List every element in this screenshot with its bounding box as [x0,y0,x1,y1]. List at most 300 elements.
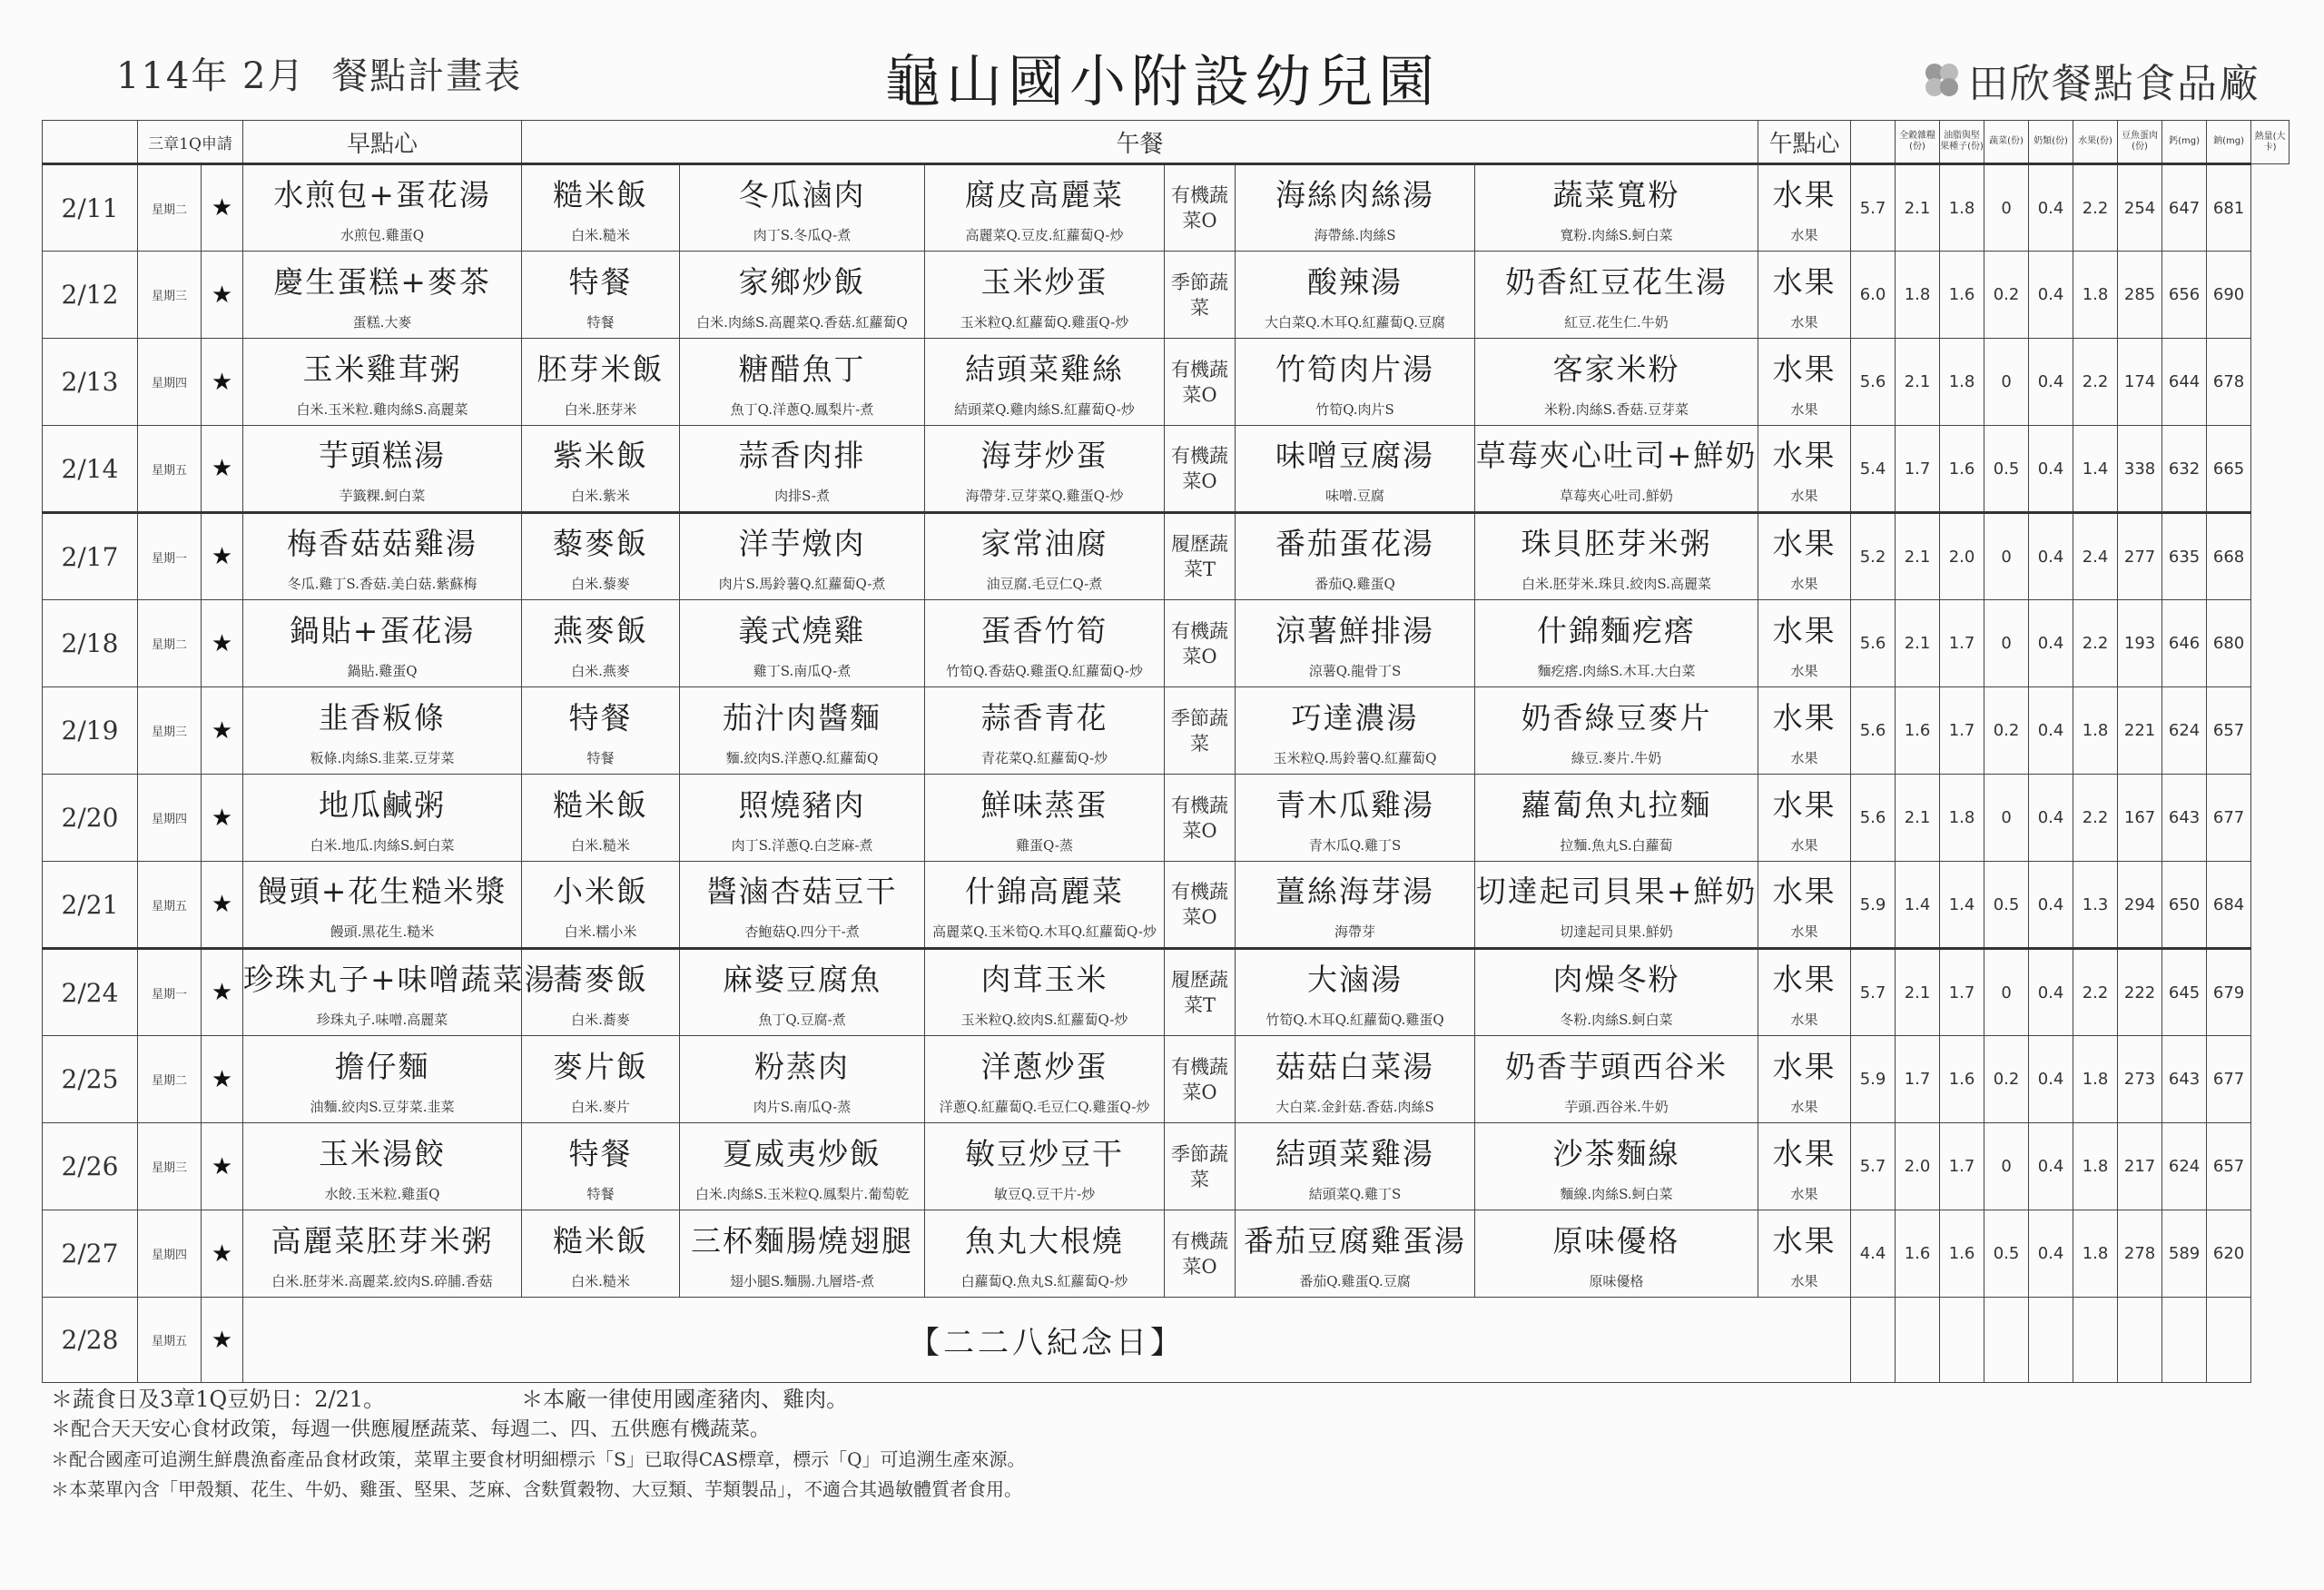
vegetable-type-line: 菜 [1190,296,1210,319]
nutrition-header-dairy: 奶類(份) [2029,121,2073,164]
vegetable-type-line: 有機蔬 [1171,1230,1229,1252]
nutrition-calories: 681 [2207,164,2251,252]
snack-dish-ingredients: 麵線.肉絲S.蚵白菜 [1560,1185,1673,1202]
soup-dish-ingredients: 結頭菜Q.雞丁S [1308,1185,1402,1202]
breakfast-dish [243,1036,522,1123]
vegetable-type-line: 有機蔬 [1171,881,1229,903]
side-dish [925,252,1165,339]
soup-dish [1236,1123,1475,1210]
weekday-cell: 星期四 [138,339,202,426]
apply-header: 三章1Q申請 [138,121,243,164]
breakfast-dish-name: 慶生蛋糕+麥茶 [273,263,491,300]
breakfast-dish-name: 饅頭+花生糙米漿 [257,874,507,909]
snack-dish-name: 蔬菜寬粉 [1552,177,1680,212]
nutrition-oil: 1.4 [1896,862,1940,949]
staple-dish-ingredients: 特餐 [586,749,615,766]
side-dish-ingredients: 雞蛋Q-蒸 [1016,836,1073,854]
staple-dish-ingredients: 白米.糯小米 [564,923,637,940]
breakfast-dish-ingredients: 水餃.玉米粒.雞蛋Q [324,1185,440,1202]
fruit-dish [1758,600,1851,687]
vegetable-type [1165,775,1236,862]
date-cell: 2/24 [43,949,138,1036]
nutrition-cell [2118,1298,2162,1383]
nutrition-grains: 4.4 [1851,1210,1896,1298]
star-icon: ★ [202,862,243,949]
weekday-cell: 星期四 [138,1210,202,1298]
main-dish-ingredients: 雞丁S.南瓜Q-煮 [753,662,852,679]
breakfast-dish [243,949,556,1036]
nutrition-protein: 2.2 [2073,164,2118,252]
fruit-dish-name: 水果 [1772,263,1837,300]
breakfast-dish-ingredients: 白米.胚芽米.高麗菜.絞肉S.碎脯.香菇 [271,1272,493,1289]
nutrition-veg: 2.0 [1940,513,1984,600]
star-icon: ★ [202,513,243,600]
main-dish-name: 夏威夷炒飯 [723,1135,882,1171]
snack-dish [1475,687,1758,775]
side-dish [925,1210,1165,1298]
fruit-dish-ingredients: 水果 [1790,1012,1818,1028]
menu-row [43,949,2290,1036]
soup-dish-name: 味噌豆腐湯 [1275,438,1435,473]
breakfast-dish-ingredients: 鍋貼.雞蛋Q [347,662,418,679]
snack-dish [1475,1123,1758,1210]
soup-dish-ingredients: 味噌.豆腐 [1325,488,1384,504]
vegetable-type [1165,1123,1236,1210]
vegetarian-day-note: ＊蔬食日及3章1Q豆奶日：2/21。 [51,1387,386,1412]
fruit-dish-name: 水果 [1772,612,1837,648]
weekday-cell: 星期五 [138,862,202,949]
date-cell: 2/28 [43,1298,138,1383]
footnote-line-1 [51,1385,1026,1415]
fruit-dish [1758,1036,1851,1123]
staple-dish-ingredients: 白米.麥片 [571,1098,630,1115]
nutrition-fruit: 0.4 [2029,687,2073,775]
nutrition-fruit: 0.4 [2029,426,2073,513]
nutrition-oil: 1.6 [1896,687,1940,775]
vegetable-type [1165,687,1236,775]
staple-dish-ingredients: 白米.糙米 [571,836,630,854]
nutrition-grains: 5.2 [1851,513,1896,600]
snack-dish [1475,949,1758,1036]
nutrition-sodium: 644 [2162,339,2207,426]
staple-dish [522,775,680,862]
menu-row [43,1210,2290,1298]
soup-dish [1236,600,1475,687]
snack-dish-ingredients: 白米.胚芽米.珠貝.絞肉S.高麗菜 [1521,576,1711,592]
snack-dish-ingredients: 原味優格 [1589,1272,1644,1289]
breakfast-dish-ingredients: 珍珠丸子.味噌.高麗菜 [316,1012,448,1028]
nutrition-cell [2162,1298,2207,1383]
side-dish-name: 什錦高麗菜 [965,874,1125,909]
breakfast-dish-name: 珍珠丸子+味噌蔬菜湯 [243,962,556,997]
nutrition-protein: 2.2 [2073,600,2118,687]
nutrition-dairy: 0 [1984,600,2029,687]
snack-dish-ingredients: 寬粉.肉絲S.蚵白菜 [1560,227,1673,243]
nutrition-cell [1984,1298,2029,1383]
breakfast-dish-name: 擔仔麵 [334,1048,430,1084]
nutrition-grains: 5.6 [1851,775,1896,862]
vegetable-type [1165,513,1236,600]
nutrition-grains: 6.0 [1851,252,1896,339]
vegetable-type [1165,339,1236,426]
snack-dish-name: 沙茶麵線 [1552,1135,1680,1171]
nutrition-calcium: 277 [2118,513,2162,600]
snack-dish-ingredients: 綠豆.麥片.牛奶 [1571,749,1662,766]
nutrition-veg: 1.6 [1940,1036,1984,1123]
domestic-meat-note: ＊本廠一律使用國產豬肉、雞肉。 [521,1387,849,1412]
staple-dish-ingredients: 特餐 [586,313,615,331]
main-dish [680,513,925,600]
side-dish-ingredients: 敏豆Q.豆干片-炒 [993,1185,1096,1202]
date-cell: 2/20 [43,775,138,862]
nutrition-sodium: 624 [2162,1123,2207,1210]
clover-logo-icon [1921,59,1963,101]
breakfast-header: 早點心 [243,121,522,164]
snack-dish-name: 肉燥冬粉 [1552,962,1680,997]
soup-dish-ingredients: 玉米粒Q.馬鈴薯Q.紅蘿蔔Q [1273,749,1437,766]
soup-dish [1236,775,1475,862]
fruit-dish [1758,164,1851,252]
nutrition-calcium: 273 [2118,1036,2162,1123]
staple-dish [522,1123,680,1210]
vegetable-type-line: 有機蔬 [1171,358,1229,380]
fruit-dish [1758,862,1851,949]
main-dish-name: 糖醋魚丁 [738,351,866,387]
main-dish-name: 茄汁肉醬麵 [723,699,882,736]
nutrition-dairy: 0.5 [1984,426,2029,513]
breakfast-dish-name: 鍋貼+蛋花湯 [289,612,476,648]
date-cell: 2/25 [43,1036,138,1123]
side-dish [925,1123,1165,1210]
soup-dish [1236,862,1475,949]
main-dish-ingredients: 肉片S.馬鈴薯Q.紅蘿蔔Q-煮 [718,576,886,592]
snack-header: 午點心 [1758,121,1851,164]
fruit-dish-ingredients: 水果 [1790,227,1818,243]
snack-dish [1475,1210,1758,1298]
nutrition-grains: 5.6 [1851,687,1896,775]
main-dish [680,252,925,339]
vegetable-type-line: 菜T [1184,994,1216,1016]
nutrition-protein: 2.4 [2073,513,2118,600]
holiday-label: 【二二八紀念日】 [243,1298,1851,1383]
snack-dish [1475,426,1758,513]
side-dish-name: 肉茸玉米 [980,962,1108,997]
star-icon: ★ [202,1298,243,1383]
side-dish-ingredients: 洋蔥Q.紅蘿蔔Q.毛豆仁Q.雞蛋Q-炒 [939,1098,1150,1115]
breakfast-dish-name: 韭香粄條 [319,699,447,736]
staple-dish [522,1036,680,1123]
vegetable-type [1165,252,1236,339]
breakfast-dish-name: 地瓜鹹粥 [319,786,447,823]
snack-dish-name: 客家米粉 [1552,351,1680,387]
fruit-dish-ingredients: 水果 [1790,836,1818,854]
fruit-dish-ingredients: 水果 [1790,313,1818,331]
side-dish [925,949,1165,1036]
main-dish-ingredients: 魚丁Q.豆腐-煮 [758,1012,846,1028]
star-icon: ★ [202,1123,243,1210]
snack-dish [1475,164,1758,252]
vegetable-type-line: 菜O [1182,383,1217,406]
soup-dish [1236,1210,1475,1298]
soup-dish-name: 巧達濃湯 [1291,699,1419,736]
staple-dish [522,339,680,426]
nutrition-oil: 2.1 [1896,775,1940,862]
main-dish-ingredients: 翅小腿S.麵腸.九層塔-煮 [729,1272,875,1289]
breakfast-dish [243,862,522,949]
nutrition-calories: 665 [2207,426,2251,513]
menu-row [43,862,2290,949]
staple-dish-name: 糙米飯 [553,1222,649,1259]
snack-dish-name: 切達起司貝果+鮮奶 [1475,874,1758,909]
nutrition-fruit: 0.4 [2029,252,2073,339]
vegetable-type-line: 有機蔬 [1171,794,1229,816]
breakfast-dish [243,339,522,426]
side-dish [925,1036,1165,1123]
snack-dish [1475,600,1758,687]
nutrition-dairy: 0 [1984,513,2029,600]
date-cell: 2/14 [43,426,138,513]
vegetable-type-line: 菜O [1182,1081,1217,1103]
snack-dish-name: 草莓夾心吐司+鮮奶 [1475,438,1758,473]
breakfast-dish [243,775,522,862]
weekday-cell: 星期五 [138,426,202,513]
weekday-cell: 星期二 [138,1036,202,1123]
snack-dish-ingredients: 切達起司貝果.鮮奶 [1560,923,1673,940]
nutrition-grains: 5.6 [1851,339,1896,426]
side-dish-name: 腐皮高麗菜 [965,177,1125,212]
nutrition-calories: 678 [2207,339,2251,426]
breakfast-dish-name: 水煎包+蛋花湯 [273,177,491,212]
fruit-dish-name: 水果 [1772,874,1837,909]
weekday-cell: 星期二 [138,600,202,687]
staple-dish-ingredients: 白米.糙米 [571,227,630,243]
period-label: 114年 2月 [116,55,306,97]
nutrition-grains: 5.7 [1851,1123,1896,1210]
soup-dish-ingredients: 青木瓜Q.雞丁S [1308,836,1402,854]
fruit-dish [1758,252,1851,339]
staple-dish-name: 麥片飯 [553,1048,649,1084]
nutrition-veg: 1.8 [1940,164,1984,252]
staple-dish [522,600,680,687]
nutrition-oil: 2.1 [1896,164,1940,252]
breakfast-dish [243,426,522,513]
main-dish [680,775,925,862]
fruit-dish-ingredients: 水果 [1790,662,1818,679]
soup-dish-name: 番茄豆腐雞蛋湯 [1244,1222,1467,1259]
vegetable-type [1165,862,1236,949]
menu-row [43,1123,2290,1210]
fruit-dish-name: 水果 [1772,526,1837,561]
side-dish-ingredients: 玉米粒Q.紅蘿蔔Q.雞蛋Q-炒 [960,313,1129,331]
snack-dish-ingredients: 紅豆.花生仁.牛奶 [1564,313,1669,331]
nutrition-header-protein: 豆魚蛋肉(份) [2118,121,2162,164]
nutrition-oil: 2.1 [1896,600,1940,687]
main-dish [680,339,925,426]
main-dish-name: 粉蒸肉 [754,1048,851,1084]
date-cell: 2/21 [43,862,138,949]
star-icon: ★ [202,1036,243,1123]
snack-dish-ingredients: 麵疙瘩.肉絲S.木耳.大白菜 [1537,662,1696,679]
soup-dish-name: 菇菇白菜湯 [1275,1048,1435,1084]
soup-dish-ingredients: 番茄Q.雞蛋Q.豆腐 [1299,1272,1411,1289]
soup-dish [1236,687,1475,775]
fruit-header [1851,121,1896,164]
nutrition-cell [1940,1298,1984,1383]
nutrition-fruit: 0.4 [2029,513,2073,600]
fruit-dish-ingredients: 水果 [1790,1272,1818,1289]
staple-dish [522,687,680,775]
fruit-dish-ingredients: 水果 [1790,576,1818,592]
nutrition-oil: 1.7 [1896,426,1940,513]
nutrition-veg: 1.8 [1940,775,1984,862]
nutrition-fruit: 0.4 [2029,164,2073,252]
organic-vegetable-note: ＊配合天天安心食材政策，每週一供應履歷蔬菜、每週二、四、五供應有機蔬菜。 [51,1418,771,1441]
side-dish-name: 鮮味蒸蛋 [980,786,1108,823]
staple-dish-ingredients: 白米.藜麥 [571,576,630,592]
menu-row [43,426,2290,513]
nutrition-calories: 684 [2207,862,2251,949]
nutrition-calcium: 254 [2118,164,2162,252]
star-icon: ★ [202,949,243,1036]
side-dish-name: 洋蔥炒蛋 [980,1048,1108,1084]
lunch-header: 午餐 [522,121,1758,164]
staple-dish [522,252,680,339]
nutrition-protein: 1.8 [2073,252,2118,339]
date-cell: 2/13 [43,339,138,426]
main-dish-ingredients: 杏鮑菇Q.四分干-煮 [744,923,860,940]
nutrition-fruit: 0.4 [2029,1036,2073,1123]
nutrition-cell [2029,1298,2073,1383]
soup-dish-name: 涼薯鮮排湯 [1275,612,1435,648]
vegetable-type-line: 履歷蔬 [1171,969,1229,991]
soup-dish-name: 青木瓜雞湯 [1275,786,1435,823]
nutrition-protein: 2.2 [2073,339,2118,426]
menu-row [43,164,2290,252]
menu-row [43,1036,2290,1123]
staple-dish-name: 特餐 [568,699,633,736]
vegetable-type-line: 菜T [1184,558,1216,580]
staple-dish-name: 藜麥飯 [553,526,649,561]
snack-dish-name: 奶香綠豆麥片 [1521,699,1712,736]
soup-dish [1236,1036,1475,1123]
nutrition-dairy: 0 [1984,1123,2029,1210]
nutrition-dairy: 0.5 [1984,1210,2029,1298]
nutrition-veg: 1.6 [1940,426,1984,513]
nutrition-oil: 2.1 [1896,949,1940,1036]
nutrition-grains: 5.9 [1851,1036,1896,1123]
side-dish [925,687,1165,775]
staple-dish [522,164,680,252]
snack-dish [1475,1036,1758,1123]
staple-dish [522,513,680,600]
star-icon: ★ [202,339,243,426]
nutrition-sodium: 643 [2162,775,2207,862]
soup-dish [1236,426,1475,513]
nutrition-sodium: 624 [2162,687,2207,775]
snack-dish-ingredients: 米粉.肉絲S.香菇.豆芽菜 [1544,400,1689,418]
main-dish [680,164,925,252]
nutrition-fruit: 0.4 [2029,600,2073,687]
soup-dish-name: 大滷湯 [1307,962,1403,997]
main-dish [680,1123,925,1210]
soup-dish [1236,339,1475,426]
breakfast-dish-ingredients: 白米.地瓜.肉絲S.蚵白菜 [310,836,455,854]
vegetable-type [1165,1036,1236,1123]
menu-row [43,775,2290,862]
nutrition-protein: 1.8 [2073,1036,2118,1123]
side-dish-ingredients: 海帶芽.豆芽菜Q.雞蛋Q-炒 [965,488,1124,504]
nutrition-dairy: 0 [1984,164,2029,252]
nutrition-calcium: 221 [2118,687,2162,775]
weekday-cell: 星期三 [138,1123,202,1210]
side-dish-name: 蛋香竹筍 [980,612,1108,648]
nutrition-fruit: 0.4 [2029,339,2073,426]
fruit-dish [1758,687,1851,775]
breakfast-dish-ingredients: 粄條.肉絲S.韭菜.豆芽菜 [310,749,455,766]
snack-dish [1475,513,1758,600]
nutrition-calcium: 193 [2118,600,2162,687]
vegetable-type [1165,426,1236,513]
breakfast-dish-ingredients: 水煎包.雞蛋Q [340,227,425,243]
menu-row [43,252,2290,339]
side-dish-ingredients: 高麗菜Q.玉米筍Q.木耳Q.紅蘿蔔Q-炒 [932,923,1157,940]
side-dish [925,600,1165,687]
vegetable-type-line: 季節蔬 [1171,1142,1229,1165]
nutrition-calories: 679 [2207,949,2251,1036]
side-dish-name: 結頭菜雞絲 [965,351,1125,387]
vegetable-type-line: 菜O [1182,819,1217,842]
nutrition-sodium: 632 [2162,426,2207,513]
weekday-cell: 星期三 [138,687,202,775]
nutrition-calcium: 285 [2118,252,2162,339]
main-dish-name: 家鄉炒飯 [738,263,866,300]
nutrition-grains: 5.7 [1851,949,1896,1036]
nutrition-calcium: 174 [2118,339,2162,426]
breakfast-dish [243,1123,522,1210]
fruit-dish [1758,949,1851,1036]
nutrition-calories: 657 [2207,687,2251,775]
staple-dish-name: 糙米飯 [553,177,649,212]
nutrition-calories: 677 [2207,775,2251,862]
main-dish [680,1036,925,1123]
vegetable-type-line: 有機蔬 [1171,445,1229,467]
main-dish-ingredients: 肉排S-煮 [774,488,830,504]
company-label: 田欣餐點食品廠 [1968,61,2260,107]
fruit-dish-ingredients: 水果 [1790,1185,1818,1202]
traceability-note: ＊配合國產可追溯生鮮農漁畜產品食材政策，菜單主要食材明細標示「S」已取得CAS標章，標示「Q」可追溯生產來源。 [51,1448,1026,1470]
snack-dish-name: 原味優格 [1552,1222,1680,1259]
fruit-dish-ingredients: 水果 [1790,1098,1818,1115]
date-cell: 2/17 [43,513,138,600]
nutrition-cell [2073,1298,2118,1383]
soup-dish-name: 酸辣湯 [1307,263,1403,300]
fruit-dish-name: 水果 [1772,699,1837,736]
staple-dish-ingredients: 特餐 [586,1185,615,1202]
plan-title: 餐點計畫表 [331,55,523,97]
weekday-cell: 星期一 [138,949,202,1036]
nutrition-grains: 5.6 [1851,600,1896,687]
fruit-dish [1758,339,1851,426]
main-dish-name: 麻婆豆腐魚 [723,962,882,997]
soup-dish-ingredients: 涼薯Q.龍骨丁S [1308,662,1402,679]
side-dish-ingredients: 高麗菜Q.豆皮.紅蘿蔔Q-炒 [965,227,1124,243]
nutrition-dairy: 0.2 [1984,252,2029,339]
staple-dish [522,1210,680,1298]
nutrition-veg: 1.6 [1940,252,1984,339]
star-icon: ★ [202,252,243,339]
nutrition-calcium: 217 [2118,1123,2162,1210]
nutrition-header-sodium: 鈉(mg) [2207,121,2251,164]
